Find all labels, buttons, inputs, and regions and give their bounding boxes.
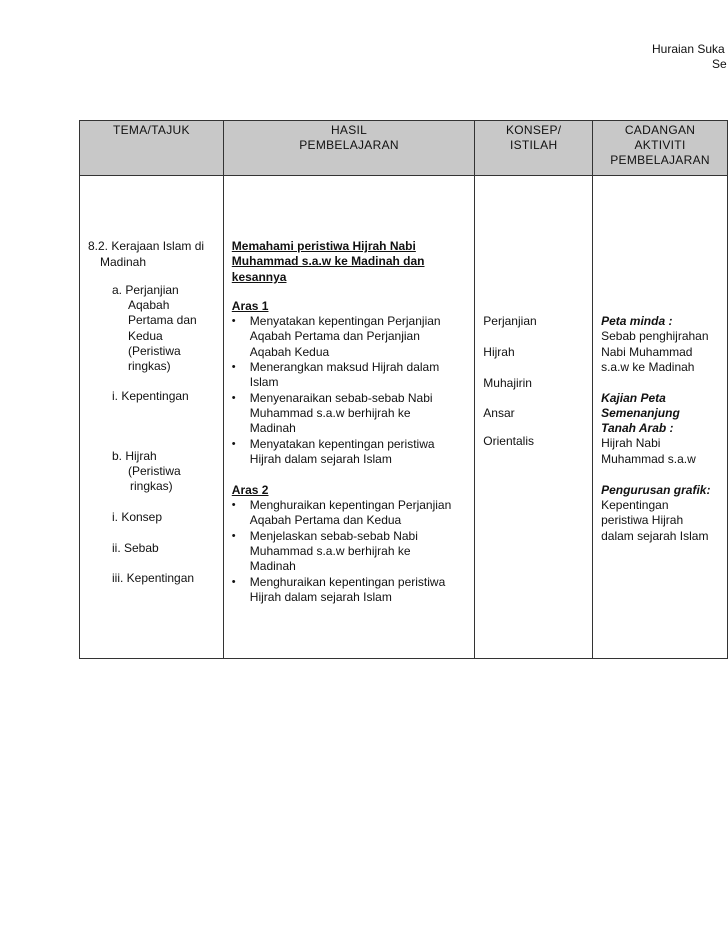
hasil-a2-1b: Aqabah Pertama dan Kedua — [249, 513, 402, 527]
aktiviti-peta-title: Peta minda : — [601, 314, 673, 328]
tema-b-ii: ii. Sebab — [112, 541, 159, 555]
aktiviti-grafik3: dalam sejarah Islam — [601, 529, 709, 543]
aktiviti-peta1: Sebab penghijrahan — [601, 329, 709, 343]
hasil-a2-1a: • Menghuraikan kepentingan Perjanjian — [250, 498, 451, 512]
tema-b-i: i. Konsep — [112, 510, 163, 524]
header-tema-label: TEMA/TAJUK — [113, 123, 190, 137]
header-konsep — [475, 121, 593, 176]
hasil-a1-3c: Madinah — [249, 421, 296, 435]
tema-a6: ringkas) — [128, 359, 171, 373]
hasil-a2-3a: • Menghuraikan kepentingan peristiwa — [250, 575, 445, 589]
hasil-aras1: Aras 1 — [231, 299, 269, 313]
header-aktiviti-line3: PEMBELAJARAN — [610, 153, 710, 167]
cell-konsep — [475, 176, 593, 659]
hasil-title2: Muhammad s.a.w ke Madinah dan — [231, 254, 425, 268]
hasil-a2-2c: Madinah — [249, 559, 296, 573]
hasil-a1-1b: Aqabah Pertama dan Perjanjian — [249, 329, 420, 343]
tema-b1: b. Hijrah — [112, 449, 157, 463]
aktiviti-kajian2: Semenanjung — [601, 406, 680, 420]
hasil-a1-1a: • Menyatakan kepentingan Perjanjian — [250, 314, 441, 328]
aktiviti-kajian-b: Muhammad s.a.w — [601, 452, 696, 466]
tema-a3: Pertama dan — [128, 313, 197, 327]
cell-tema — [80, 176, 224, 659]
header-hasil-line2: PEMBELAJARAN — [299, 138, 399, 152]
tema-a-i: i. Kepentingan — [112, 389, 189, 403]
table-header-row — [80, 121, 728, 176]
konsep-item: Ansar — [483, 406, 515, 420]
konsep-item: Hijrah — [483, 345, 515, 359]
hasil-a2-3b: Hijrah dalam sejarah Islam — [249, 590, 392, 604]
konsep-item: Muhajirin — [483, 376, 532, 390]
aktiviti-grafik2: peristiwa Hijrah — [601, 513, 684, 527]
konsep-item: Orientalis — [483, 434, 534, 448]
hasil-a1-4b: Hijrah dalam sejarah Islam — [249, 452, 392, 466]
aktiviti-grafik-title: Pengurusan grafik: — [601, 483, 711, 497]
hasil-a2-2b: Muhammad s.a.w berhijrah ke — [249, 544, 411, 558]
header-aktiviti-line2: AKTIVITI — [634, 138, 686, 152]
hasil-a2-2a: • Menjelaskan sebab-sebab Nabi — [250, 529, 418, 543]
tema-title-a: 8.2. Kerajaan Islam di — [88, 239, 205, 253]
hasil-a1-1c: Aqabah Kedua — [249, 345, 330, 359]
hasil-a1-4a: • Menyatakan kepentingan peristiwa — [250, 437, 435, 451]
tema-a2: Aqabah — [128, 298, 170, 312]
aktiviti-kajian-a: Hijrah Nabi — [601, 436, 661, 450]
header-hasil — [223, 121, 475, 176]
cell-hasil — [223, 176, 475, 659]
table-row — [80, 176, 728, 659]
hasil-a1-3a: • Menyenaraikan sebab-sebab Nabi — [250, 391, 433, 405]
aktiviti-kajian1: Kajian Peta — [601, 391, 666, 405]
aktiviti-peta2: Nabi Muhammad — [601, 345, 693, 359]
hasil-title1: Memahami peristiwa Hijrah Nabi — [231, 239, 416, 253]
tema-a5: (Peristiwa — [128, 344, 181, 358]
hasil-a1-2a: • Menerangkan maksud Hijrah dalam — [250, 360, 439, 374]
tema-a1: a. Perjanjian — [112, 283, 179, 297]
hasil-a1-2b: Islam — [249, 375, 279, 389]
tema-b2: (Peristiwa — [128, 464, 181, 478]
aktiviti-kajian3: Tanah Arab : — [601, 421, 674, 435]
tema-title-b: Madinah — [100, 255, 147, 269]
konsep-item: Perjanjian — [483, 314, 537, 328]
page-header-line2: Se — [712, 57, 727, 71]
hasil-aras2: Aras 2 — [231, 483, 269, 497]
hasil-a1-3b: Muhammad s.a.w berhijrah ke — [249, 406, 411, 420]
header-aktiviti — [593, 121, 728, 176]
cell-aktiviti — [593, 176, 728, 659]
header-tema — [80, 121, 224, 176]
hasil-title3: kesannya — [231, 270, 287, 284]
tema-b3: ringkas) — [130, 479, 173, 493]
header-aktiviti-line1: CADANGAN — [624, 123, 696, 137]
header-hasil-line1: HASIL — [330, 123, 368, 137]
header-konsep-line2: ISTILAH — [509, 138, 558, 152]
header-konsep-line1: KONSEP/ — [505, 123, 562, 137]
tema-b-iii: iii. Kepentingan — [112, 571, 195, 585]
page-header-line1: Huraian Suka — [652, 42, 725, 56]
aktiviti-grafik1: Kepentingan — [601, 498, 669, 512]
tema-a4: Kedua — [128, 329, 163, 343]
aktiviti-peta3: s.a.w ke Madinah — [601, 360, 695, 374]
curriculum-table — [79, 120, 728, 659]
